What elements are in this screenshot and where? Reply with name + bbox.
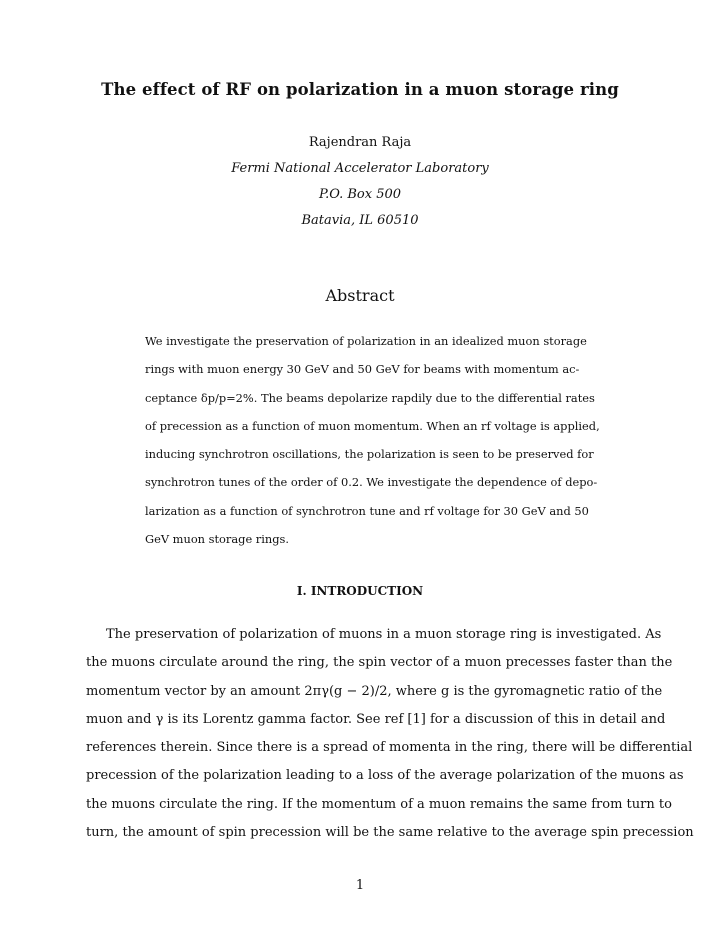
abstract-line: inducing synchrotron oscillations, the polarization is seen to be preserved for — [145, 447, 594, 462]
abstract-line: of precession as a function of muon momentum. When an rf voltage is applied, — [145, 418, 600, 433]
abstract-line: We investigate the preservation of polarization in an idealized muon storage — [145, 334, 587, 348]
paragraph-line: precession of the polarization leading to a loss of the average polarization of the muons as — [86, 768, 684, 784]
paragraph-line: references therein. Since there is a spread of momenta in the ring, there will be differential — [86, 740, 693, 756]
abstract-heading: Abstract — [325, 286, 395, 305]
abstract-line: larization as a function of synchrotron tune and rf voltage for 30 GeV and 50 — [145, 503, 589, 518]
paragraph-line: the muons circulate around the ring, the spin vector of a muon precesses faster than the — [86, 655, 673, 671]
abstract-line: GeV muon storage rings. — [145, 532, 289, 547]
author-address-line1: P.O. Box 500 — [318, 187, 402, 202]
author-block — [0, 133, 720, 237]
author-name: Rajendran Raja — [308, 135, 412, 150]
abstract-text — [145, 331, 600, 557]
abstract-line: ceptance δp/p=2%. The beams depolarize rapdily due to the differential rates — [145, 390, 595, 405]
abstract-line: synchrotron tunes of the order of 0.2. We investigate the dependence of depo- — [145, 475, 598, 490]
paragraph-line: The preservation of polarization of muons in a muon storage ring is investigated. As — [106, 627, 662, 642]
paper-title: The effect of RF on polarization in a muon storage ring — [101, 80, 619, 99]
introduction-paragraph — [86, 625, 694, 851]
author-address-line2: Batavia, IL 60510 — [301, 213, 419, 228]
author-affiliation: Fermi National Accelerator Laboratory — [231, 161, 489, 176]
paragraph-line: muon and γ is its Lorentz gamma factor. See ref [1] for a discussion of this in detail and — [86, 711, 666, 727]
paragraph-line: the muons circulate the ring. If the momentum of a muon remains the same from turn to — [86, 796, 672, 812]
paragraph-line: momentum vector by an amount 2πγ(g − 2)/2, where g is the gyromagnetic ratio of the — [86, 683, 663, 699]
abstract-line: rings with muon energy 30 GeV and 50 GeV for beams with momentum ac- — [145, 362, 580, 377]
section-heading-introduction: I. INTRODUCTION — [296, 584, 424, 598]
page-number: 1 — [355, 878, 365, 893]
paragraph-line: turn, the amount of spin precession will be the same relative to the average spin precession — [86, 825, 694, 841]
